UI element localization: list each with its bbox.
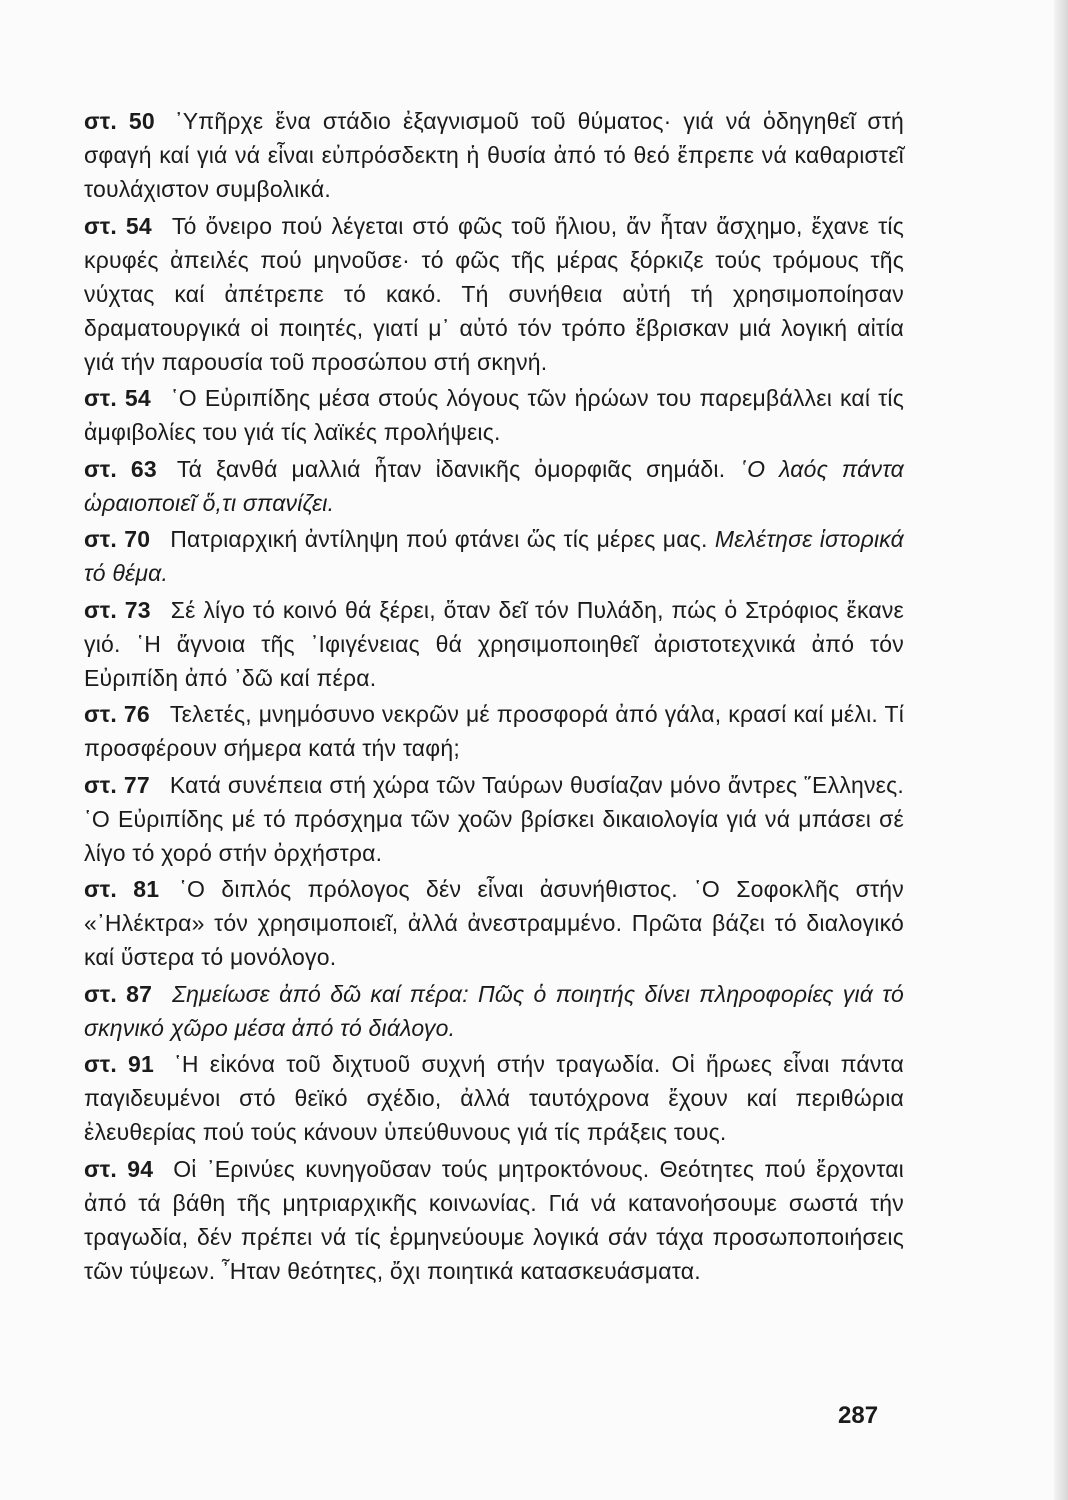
note-text: ῾Ο Εὐριπίδης μέσα στούς λόγους τῶν ἡρώων του παρεμβάλλει καί τίς ἀμφιβολίες του γιά τίς λαϊκές προλήψεις. [84,385,904,445]
note-text: ῾Η εἰκόνα τοῦ διχτυοῦ συχνή στήν τραγωδία. Οἱ ἥρωες εἶναι πάντα παγιδευμένοι στό θεϊκό σχέδιο, ἀλλά ταυτόχρονα ἔχουν καί περιθώρια ἐλευθερίας πού τούς κάνουν ὑπεύθυνους γιά τίς πράξεις τους. [84,1051,904,1145]
note-text: Πατριαρχική ἀντίληψη πού φτάνει ὥς τίς μέρες μας. [170,526,715,552]
note-paragraph [84,209,904,379]
page-edge-shadow [1054,0,1068,1500]
note-paragraph [84,381,904,449]
verse-reference: στ. 70 [84,526,151,552]
note-paragraph [84,1152,904,1288]
note-paragraph [84,452,904,520]
note-text: Κατά συνέπεια στή χώρα τῶν Ταύρων θυσίαζαν μόνο ἄντρες ῞Ελληνες. ῾Ο Εὐριπίδης μέ τό πρόσχημα τῶν χοῶν βρίσκει δικαιολογία γιά νά μπάσει σέ λίγο τό χορό στήν ὀρχήστρα. [84,771,905,866]
note-text-italic: Μελέτησε ἱστορικά τό θέμα. [84,526,905,586]
note-text: Τά ξανθά μαλλιά ἦταν ἰδανικῆς ὀμορφιᾶς σημάδι. [176,455,740,482]
note-text-italic: Σημείωσε ἀπό δῶ καί πέρα: Πῶς ὁ ποιητής δίνει πληροφορίες γιά τό σκηνικό χῶρο μέσα ἀπό τό διάλογο. [84,980,905,1041]
note-paragraph [84,1047,904,1149]
verse-reference: στ. 94 [84,1155,154,1182]
note-text: ῾Ο διπλός πρόλογος δέν εἶναι ἀσυνήθιστος. ῾Ο Σοφοκλῆς στήν «᾿Ηλέκτρα» τόν χρησιμοποιεῖ, ἀλλά ἀνεστραμμένο. Πρῶτα βάζει τό διαλογικό καί ὕστερα τό μονόλογο. [84,876,904,970]
commentary-notes [84,104,904,1290]
note-text: Τελετές, μνημόσυνο νεκρῶν μέ προσφορά ἀπό γάλα, κρασί καί μέλι. Τί προσφέρουν σήμερα κατά τήν ταφή; [84,701,905,761]
note-paragraph [84,768,904,870]
note-text-italic: ῾Ο λαός πάντα ὡραιοποιεῖ ὅ,τι σπανίζει. [84,455,904,516]
verse-reference: στ. 73 [84,596,151,623]
note-text: Οἱ ᾿Ερινύες κυνηγοῦσαν τούς μητροκτόνους. Θεότητες πού ἔρχονται ἀπό τά βάθη τῆς μητριαρχικῆς κοινωνίας. Γιά νά κατανοήσουμε σωστά τήν τραγωδία, δέν πρέπει νά τίς ἑρμηνεύουμε λογικά σάν τάχα προσωποποιήσεις τῶν τύψεων. ῏Ηταν θεότητες, ὄχι ποιητικά κατασκευάσματα. [84,1155,904,1284]
verse-reference: στ. 63 [84,455,157,482]
note-paragraph [84,977,904,1045]
note-paragraph [84,872,904,974]
verse-reference: στ. 76 [84,701,150,727]
note-paragraph [84,593,904,695]
verse-reference: στ. 54 [84,212,152,239]
note-paragraph [84,697,904,765]
note-paragraph [84,104,904,206]
verse-reference: στ. 91 [84,1051,155,1077]
page-number: 287 [838,1402,879,1429]
note-text: Τό ὄνειρο πού λέγεται στό φῶς τοῦ ἥλιου, ἄν ἦταν ἄσχημο, ἔχανε τίς κρυφές ἀπειλές πού μηνοῦσε· τό φῶς τῆς μέρας ξόρκιζε τούς τρόμους τῆς νύχτας καί ἀπέτρεπε τό κακό. Τή συνήθεια αὐτή τή χρησιμοποίησαν δραματουργικά οἱ ποιητές, γιατί μ᾿ αὐτό τόν τρόπο ἔβρισκαν μιά λογική αἰτία γιά τήν παρουσία τοῦ προσώπου στή σκηνή. [84,212,904,375]
note-text: ᾿Υπῆρχε ἕνα στάδιο ἐξαγνισμοῦ τοῦ θύματος· γιά νά ὁδηγηθεῖ στή σφαγή καί γιά νά εἶναι εὐπρόσδεκτη ἡ θυσία ἀπό τό θεό ἔπρεπε νά καθαριστεῖ τουλάχιστον συμβολικά. [84,108,904,202]
note-paragraph [84,522,904,590]
verse-reference: στ. 87 [84,980,153,1007]
verse-reference: στ. 77 [84,771,150,798]
verse-reference: στ. 50 [84,108,155,134]
verse-reference: στ. 81 [84,876,160,902]
verse-reference: στ. 54 [84,385,151,411]
note-text: Σέ λίγο τό κοινό θά ξέρει, ὅταν δεῖ τόν Πυλάδη, πώς ὁ Στρόφιος ἔκανε γιό. ῾Η ἄγνοια τῆς ᾿Ιφιγένειας θά χρησιμοποιηθεῖ ἀριστοτεχνικά ἀπό τόν Εὐριπίδη ἀπό ᾿δῶ καί πέρα. [84,596,905,691]
